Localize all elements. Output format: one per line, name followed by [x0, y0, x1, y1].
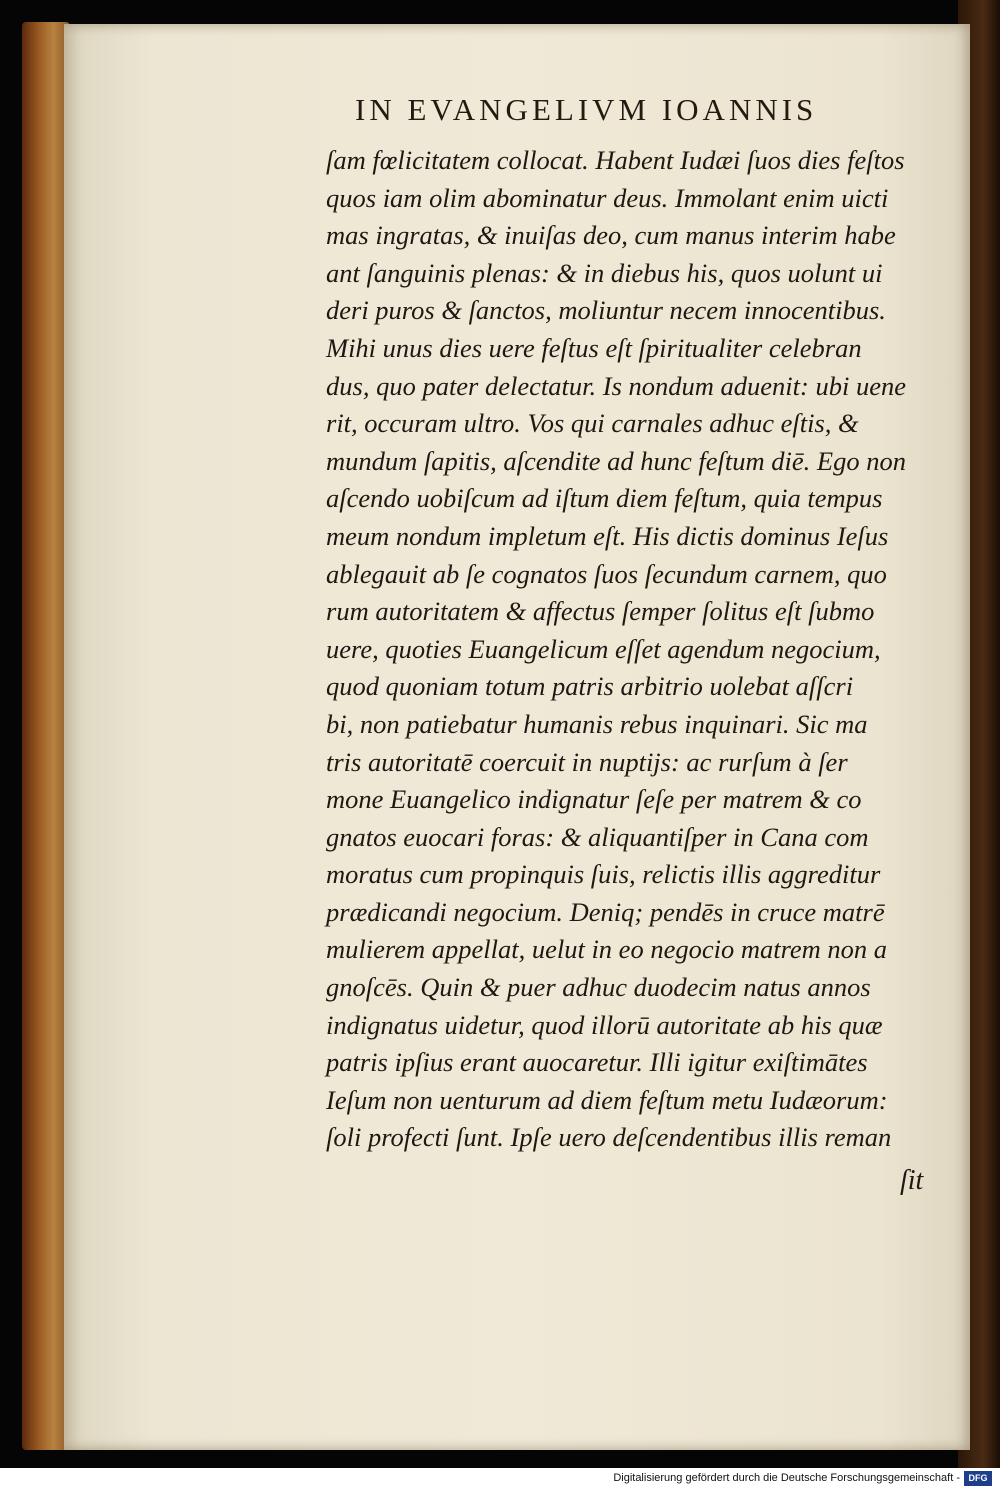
text-line: uere, quoties Euangelicum eſſet agendum negocium,: [326, 633, 881, 664]
text-line: indignatus uidetur, quod illorū autoritate ab his quæ: [326, 1009, 883, 1040]
text-line: ant ſanguinis plenas: & in diebus his, quos uolunt ui: [326, 257, 883, 288]
text-line: mone Euangelico indignatur ſeſe per matrem & co: [326, 784, 862, 815]
text-line: mundum ſapitis, aſcendite ad hunc feſtum diē. Ego non: [326, 445, 906, 476]
text-line: Ieſum non uenturum ad diem feſtum metu Iudæorum:: [326, 1084, 888, 1115]
text-line: patris ipſius erant auocaretur. Illi igitur exiſtimātes: [326, 1047, 868, 1078]
text-line: tris autoritatē coercuit in nuptijs: ac rurſum à ſer: [326, 746, 848, 777]
text-line: ſoli profecti ſunt. Ipſe uero deſcendentibus illis reman: [326, 1122, 892, 1153]
text-line: quod quoniam totum patris arbitrio uolebat aſſcri: [326, 671, 854, 702]
running-head: IN EVANGELIVM IOANNIS: [355, 92, 818, 127]
dfg-logo: DFG: [964, 1471, 992, 1486]
text-line: mulierem appellat, uelut in eo negocio matrem non a: [326, 934, 888, 965]
text-line: gnatos euocari foras: & aliquantiſper in Cana com: [326, 821, 869, 852]
text-line: rit, occuram ultro. Vos qui carnales adhuc eſtis, &: [326, 408, 859, 439]
text-line: mas ingratas, & inuiſas deo, cum manus interim habe: [326, 220, 896, 251]
text-line: Mihi unus dies uere feſtus eſt ſpiritualiter celebran: [326, 332, 862, 363]
text-line: rum autoritatem & affectus ſemper ſolitus eſt ſubmo: [326, 596, 875, 627]
text-line: bi, non patiebatur humanis rebus inquinari. Sic ma: [326, 708, 868, 739]
text-line: deri puros & ſanctos, moliuntur necem innocentibus.: [326, 295, 886, 326]
footer-credit: Digitalisierung gefördert durch die Deutsche Forschungsgemeinschaft -: [613, 1472, 960, 1484]
text-line: quos iam olim abominatur deus. Immolant enim uicti: [326, 182, 889, 213]
catchword: ſit: [900, 1165, 924, 1196]
text-line: ablegauit ab ſe cognatos ſuos ſecundum carnem, quo: [326, 558, 887, 589]
text-line: aſcendo uobiſcum ad iſtum diem feſtum, quia tempus: [326, 483, 883, 514]
text-line: dus, quo pater delectatur. Is nondum aduenit: ubi uene: [326, 370, 906, 401]
footer-bar: [0, 1468, 1000, 1491]
text-line: ſam fœlicitatem collocat. Habent Iudæi ſuos dies feſtos: [326, 145, 905, 175]
book-edge-left: [22, 22, 70, 1450]
text-line: gnoſcēs. Quin & puer adhuc duodecim natus annos: [326, 972, 871, 1003]
text-line: moratus cum propinquis ſuis, relictis illis aggreditur: [326, 859, 881, 890]
text-line: meum nondum impletum eſt. His dictis dominus Ieſus: [326, 520, 889, 551]
text-block: [326, 142, 946, 1157]
text-line: prædicandi negocium. Deniq; pendēs in cruce matrē: [326, 896, 885, 927]
